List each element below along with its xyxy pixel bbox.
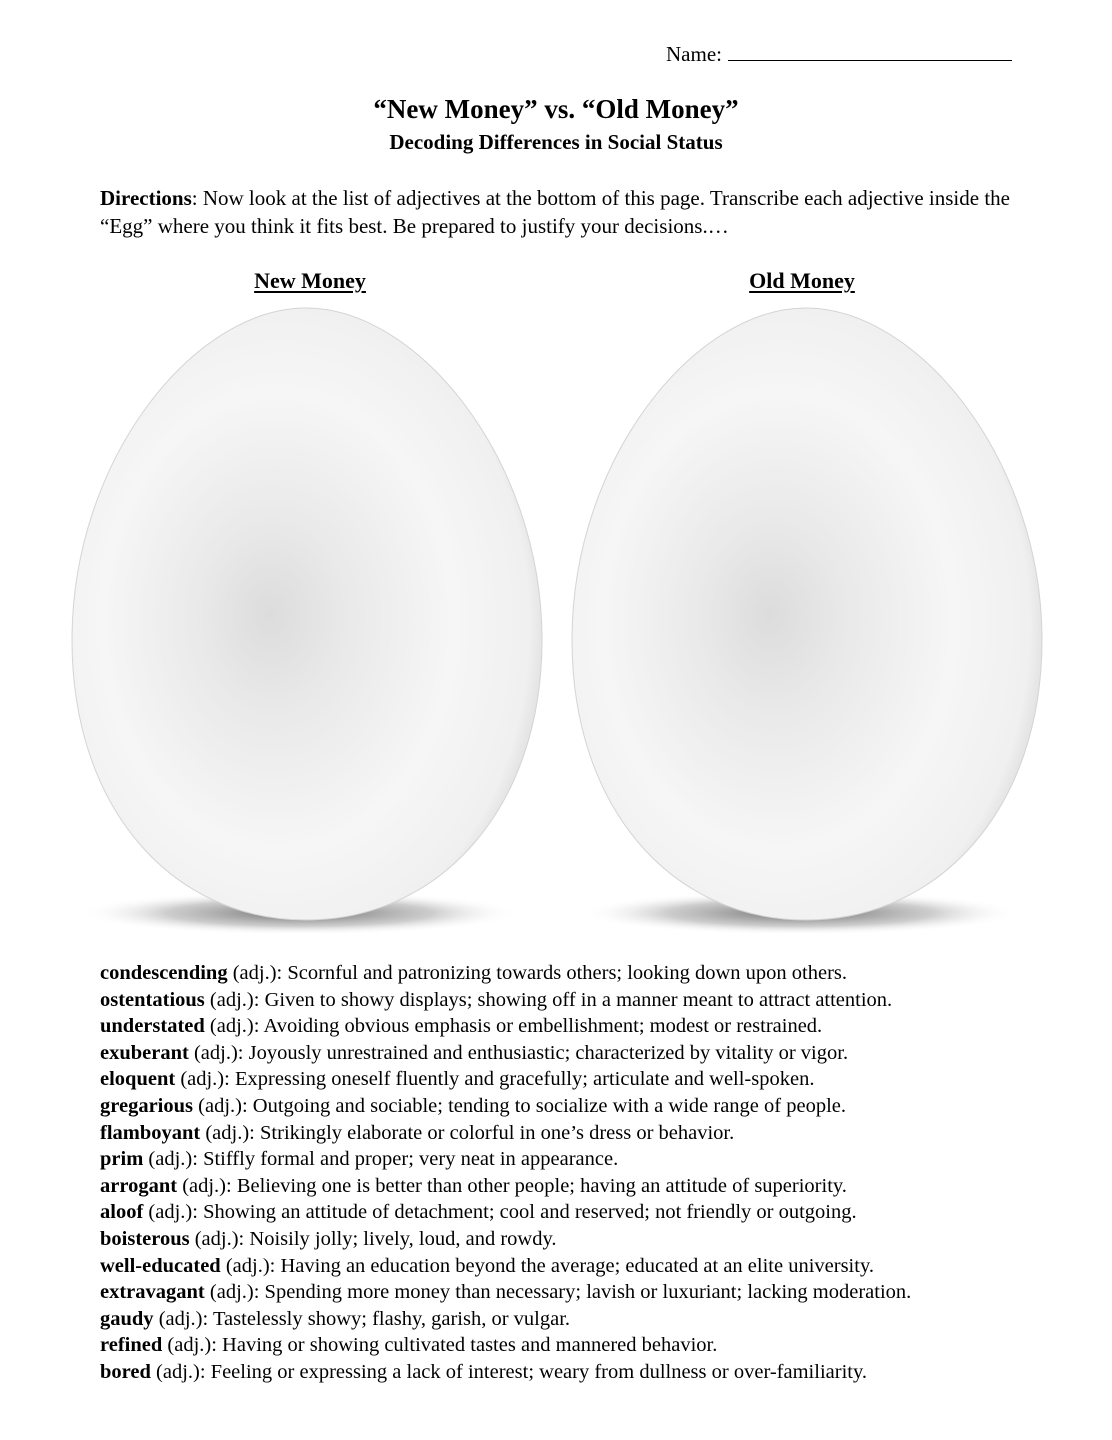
adjective-meaning: Having or showing cultivated tastes and mannered behavior. <box>222 1334 718 1357</box>
adjective-term: bored <box>100 1360 151 1383</box>
part-of-speech: (adj.): <box>177 1174 237 1197</box>
name-blank-line[interactable] <box>728 42 1012 61</box>
definition-row <box>100 1199 1060 1226</box>
definition-row <box>100 1359 1060 1386</box>
adjective-term: prim <box>100 1148 144 1171</box>
definition-row <box>100 1306 1060 1333</box>
page-title: “New Money” vs. “Old Money” <box>373 94 739 124</box>
new-money-heading: New Money <box>254 268 366 293</box>
definition-row <box>100 1253 1060 1280</box>
part-of-speech: (adj.): <box>220 1254 281 1277</box>
adjective-meaning: Spending more money than necessary; lavish or luxuriant; lacking moderation. <box>264 1281 912 1304</box>
adjective-term: well-educated <box>100 1254 221 1277</box>
part-of-speech: (adj.): <box>150 1360 211 1383</box>
part-of-speech: (adj.): <box>189 1227 250 1250</box>
part-of-speech: (adj.): <box>193 1094 253 1117</box>
definition-row <box>100 1146 1060 1173</box>
part-of-speech: (adj.): <box>143 1148 204 1171</box>
adjective-meaning: Avoiding obvious emphasis or embellishment; modest or restrained. <box>263 1015 823 1038</box>
adjective-term: gregarious <box>100 1094 194 1117</box>
adjective-meaning: Given to showy displays; showing off in a manner meant to attract attention. <box>264 988 893 1011</box>
adjective-meaning: Having an education beyond the average; educated at an elite university. <box>280 1254 874 1277</box>
definition-row <box>100 1066 1060 1093</box>
adjective-meaning: Scornful and patronizing towards others; looking down upon others. <box>287 962 848 984</box>
name-field[interactable] <box>666 42 1012 67</box>
directions-text: : Now look at the list of adjectives at the bottom of this page. Transcribe each adjective inside the “Egg” where you think it fits best. Be prepared to justify your decisions.… <box>100 186 1010 238</box>
old-money-egg[interactable] <box>572 308 1042 920</box>
definition-row <box>100 1173 1060 1200</box>
part-of-speech: (adj.): <box>175 1068 235 1091</box>
definition-row <box>100 1040 1060 1067</box>
adjective-term: understated <box>100 1015 205 1038</box>
adjective-term: eloquent <box>100 1068 176 1091</box>
definition-row <box>100 1332 1060 1359</box>
definition-row <box>100 1226 1060 1253</box>
old-money-heading: Old Money <box>749 268 855 293</box>
adjective-term: flamboyant <box>100 1121 201 1144</box>
name-label: Name: <box>666 42 722 66</box>
directions-paragraph <box>100 184 1030 240</box>
adjective-list <box>100 960 1060 1386</box>
adjective-meaning: Stiffly formal and proper; very neat in appearance. <box>203 1148 619 1171</box>
part-of-speech: (adj.): <box>153 1307 213 1330</box>
new-money-egg[interactable] <box>72 308 542 920</box>
adjective-meaning: Believing one is better than other people; having an attitude of superiority. <box>236 1174 847 1197</box>
adjective-meaning: Joyously unrestrained and enthusiastic; characterized by vitality or vigor. <box>248 1041 849 1064</box>
adjective-meaning: Showing an attitude of detachment; cool and reserved; not friendly or outgoing. <box>203 1201 857 1224</box>
directions-label: Directions <box>100 186 192 210</box>
adjective-meaning: Strikingly elaborate or colorful in one’s dress or behavior. <box>260 1121 735 1144</box>
definition-row <box>100 1120 1060 1147</box>
part-of-speech: (adj.): <box>188 1041 249 1064</box>
adjective-meaning: Outgoing and sociable; tending to socialize with a wide range of people. <box>252 1094 846 1117</box>
definition-row <box>100 1279 1060 1306</box>
adjective-term: condescending <box>100 962 228 984</box>
adjective-term: arrogant <box>100 1174 178 1197</box>
part-of-speech: (adj.): <box>227 962 288 984</box>
definition-row <box>100 960 1060 987</box>
adjective-meaning: Feeling or expressing a lack of interest; weary from dullness or over-familiarity. <box>210 1360 868 1383</box>
part-of-speech: (adj.): <box>204 988 265 1011</box>
adjective-meaning: Expressing oneself fluently and gracefully; articulate and well-spoken. <box>234 1068 815 1091</box>
adjective-term: aloof <box>100 1201 144 1224</box>
page-subtitle: Decoding Differences in Social Status <box>389 130 723 154</box>
part-of-speech: (adj.): <box>204 1015 264 1038</box>
part-of-speech: (adj.): <box>200 1121 261 1144</box>
part-of-speech: (adj.): <box>143 1201 204 1224</box>
definition-row <box>100 987 1060 1014</box>
adjective-term: gaudy <box>100 1307 154 1330</box>
adjective-term: exuberant <box>100 1041 189 1064</box>
adjective-term: boisterous <box>100 1227 190 1250</box>
definition-row <box>100 1093 1060 1120</box>
adjective-meaning: Tastelessly showy; flashy, garish, or vulgar. <box>212 1307 571 1330</box>
definition-row <box>100 1013 1060 1040</box>
adjective-term: ostentatious <box>100 988 205 1011</box>
adjective-term: extravagant <box>100 1281 205 1304</box>
adjective-term: refined <box>100 1334 163 1357</box>
part-of-speech: (adj.): <box>204 1281 265 1304</box>
part-of-speech: (adj.): <box>162 1334 223 1357</box>
adjective-meaning: Noisily jolly; lively, loud, and rowdy. <box>249 1227 557 1250</box>
